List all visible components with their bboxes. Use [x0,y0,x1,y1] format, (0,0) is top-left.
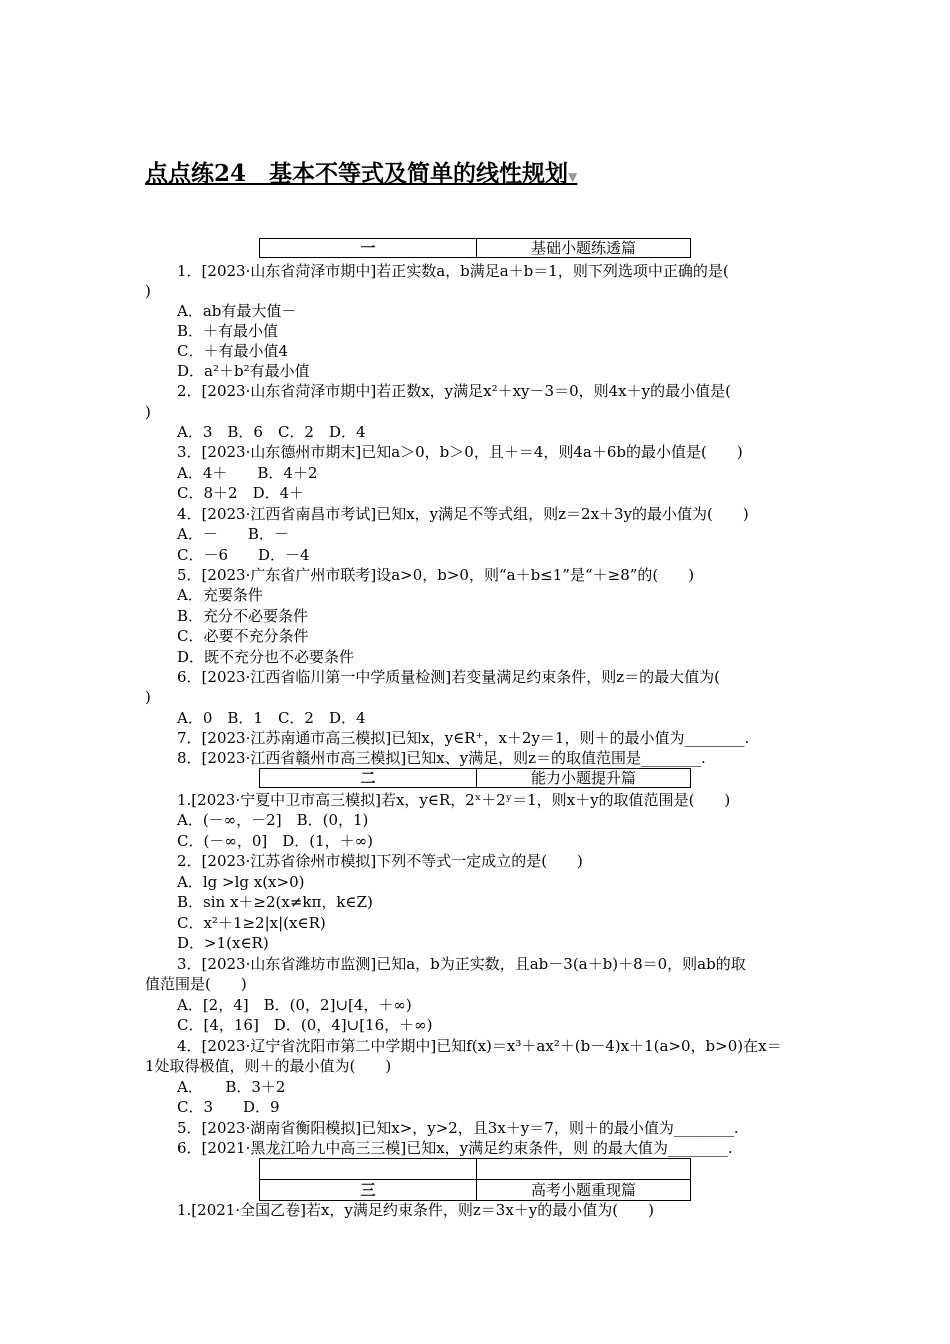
text-line: 值范围是( ) [145,975,247,993]
text-line: C．[4，16] D．(0，4]∪[16，＋∞) [177,1016,433,1034]
text-line: C．＋有最小值4 [177,342,289,360]
text-line: A．ab有最大值－ [177,302,297,320]
section-header-3 [259,1158,691,1201]
text-line: ) [145,282,151,300]
page-title: 点点练24 基本不等式及简单的线性规划▼ [145,160,578,187]
text-line: B．sin x＋≥2(x≠kπ，k∈Z) [177,893,373,911]
text-line: 4．[2023·辽宁省沈阳市第二中学期中]已知f(x)＝x³＋ax²＋(b－4)x＋1(a>0，b>0)在x＝ [177,1037,782,1055]
text-line: C．－6 D．－4 [177,546,310,564]
text-line: A．lg >lg x(x>0) [177,873,305,891]
section-label: 基础小题练透篇 [477,239,691,258]
text-line: D．a²＋b²有最小值 [177,362,310,380]
text-line: A．4＋ B．4＋2 [177,464,318,482]
text-line: 2．[2023·山东省菏泽市期中]若正数x，y满足x²＋xy－3＝0，则4x＋y的最小值是( [177,382,731,400]
section-blank-cell [477,1159,691,1180]
text-line: B．＋有最小值 [177,322,279,340]
text-line: B．充分不必要条件 [177,607,309,625]
section-number: 二 [260,769,477,788]
text-line: A．充要条件 [177,586,263,604]
text-line: C．8＋2 D．4＋ [177,484,305,502]
section-header-2 [259,768,691,788]
text-line: 1．[2023·山东省菏泽市期中]若正实数a，b满足a＋b＝1，则下列选项中正确的是( [177,262,729,280]
text-line: 8．[2023·江西省赣州市高三模拟]已知x、y满足，则z＝的取值范围是________. [177,749,706,767]
text-line: 1处取得极值，则＋的最小值为( ) [145,1057,392,1075]
text-line: 3．[2023·山东德州市期末]已知a＞0，b＞0，且＋＝4，则4a＋6b的最小值是( ) [177,443,743,461]
text-line: 5．[2023·广东省广州市联考]设a>0，b>0，则“a＋b≤1”是“＋≥8”的( ) [177,566,695,584]
section-header-1 [259,238,691,258]
section-number: 一 [260,239,477,258]
text-line: A．0 B．1 C．2 D．4 [177,709,366,727]
text-line: C．(－∞，0] D．(1，＋∞) [177,832,373,850]
section-blank-cell [260,1159,477,1180]
section-number: 三 [260,1180,477,1201]
text-line: C．3 D．9 [177,1098,280,1116]
text-line: D．既不充分也不必要条件 [177,648,355,666]
text-line: C．x²＋1≥2|x|(x∈R) [177,914,326,932]
text-line: ) [145,403,151,421]
section-label: 能力小题提升篇 [477,769,691,788]
text-line: 2．[2023·江苏省徐州市模拟]下列不等式一定成立的是( ) [177,852,583,870]
text-line: 7．[2023·江苏南通市高三模拟]已知x，y∈R⁺，x＋2y＝1，则＋的最小值为________. [177,729,750,747]
text-line: 3．[2023·山东省潍坊市监测]已知a，b为正实数，且ab－3(a＋b)＋8＝0，则ab的取 [177,955,746,973]
text-line: A．－ B．－ [177,525,289,543]
dropdown-marker-icon: ▼ [568,170,578,184]
section-label: 高考小题重现篇 [477,1180,691,1201]
text-line: C．必要不充分条件 [177,627,309,645]
text-line: A． B．3＋2 [177,1078,286,1096]
text-line: A．3 B．6 C．2 D．4 [177,423,366,441]
text-line: 5．[2023·湖南省衡阳模拟]已知x>，y>2，且3x＋y＝7，则＋的最小值为________. [177,1119,739,1137]
text-line: A．(－∞，－2] B．(0，1) [177,811,369,829]
text-line: 1.[2023·宁夏中卫市高三模拟]若x，y∈R，2ˣ＋2ʸ＝1，则x＋y的取值范围是( ) [177,791,731,809]
text-line: ) [145,688,151,706]
text-line: A．[2，4] B．(0，2]∪[4，＋∞) [177,996,412,1014]
text-line: 6．[2021·黑龙江哈九中高三三模]已知x，y满足约束条件，则 的最大值为________. [177,1139,733,1157]
text-line: 6．[2023·江西省临川第一中学质量检测]若变量满足约束条件，则z＝的最大值为( [177,668,720,686]
text-line: 4．[2023·江西省南昌市考试]已知x，y满足不等式组，则z＝2x＋3y的最小值为( ) [177,505,749,523]
text-line: D．>1(x∈R) [177,934,269,952]
text-line: 1.[2021·全国乙卷]若x，y满足约束条件，则z＝3x＋y的最小值为( ) [177,1201,654,1219]
